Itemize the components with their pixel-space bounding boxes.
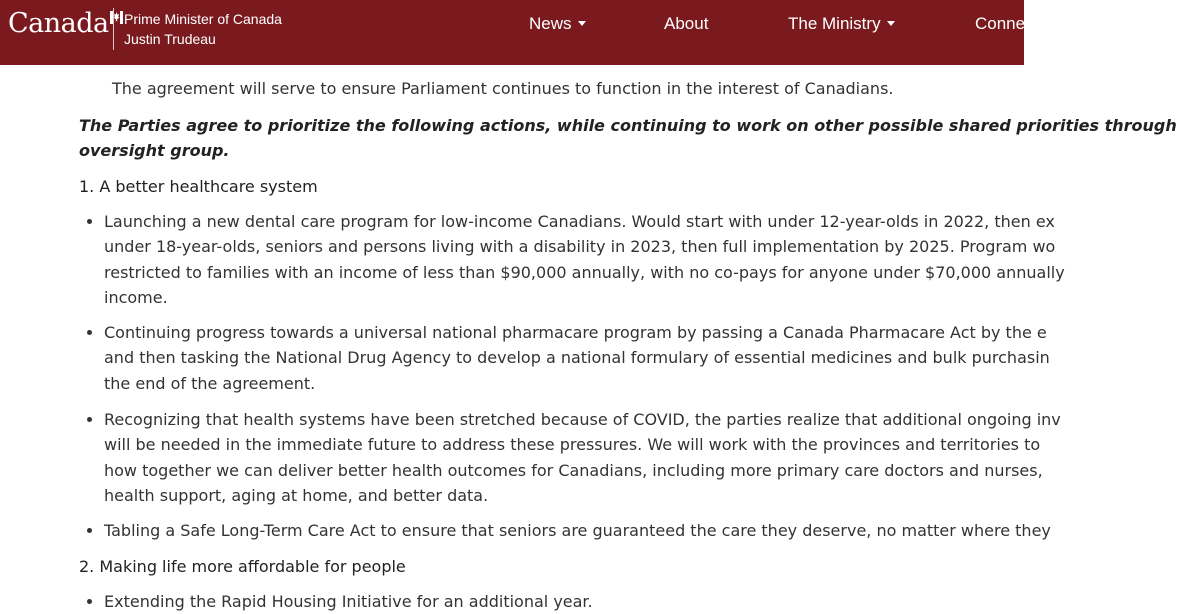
- list-item-line: health support, aging at home, and better data.: [104, 485, 489, 505]
- main-nav: [0, 0, 1024, 50]
- wordmark-text: Canada: [8, 8, 109, 39]
- nav-about[interactable]: [664, 14, 708, 34]
- list-item-line: Continuing progress towards a universal national pharmacare program by passing a Canada Pharmacare Act by the e: [104, 323, 1047, 342]
- nav-the-ministry-label: The Ministry: [788, 14, 881, 33]
- list-item-line: income.: [104, 287, 168, 307]
- site-header: [0, 0, 1024, 65]
- nav-the-ministry[interactable]: [788, 14, 895, 34]
- list-item-line: restricted to families with an income of less than $90,000 annually, with no co-pays for anyone under $70,000 annually: [104, 262, 1065, 282]
- list-item-line: Tabling a Safe Long-Term Care Act to ensure that seniors are guaranteed the care they deserve, no matter where they: [104, 521, 1051, 540]
- list-item-line: and then tasking the National Drug Agency to develop a national formulary of essential medicines and bulk purchasin: [104, 348, 1050, 368]
- nav-connect-label: Conne: [975, 14, 1026, 33]
- section-1-heading: 1. A better healthcare system: [79, 177, 318, 196]
- lead-paragraph: [79, 113, 1177, 163]
- article-content: [0, 65, 1177, 611]
- chevron-down-icon: [578, 21, 586, 26]
- nav-news[interactable]: [529, 14, 586, 34]
- intro-paragraph: The agreement will serve to ensure Parliament continues to function in the interest of Canadians.: [112, 79, 894, 98]
- list-item-line: under 18-year-olds, seniors and persons living with a disability in 2023, then full implementation by 2025. Program wo: [104, 237, 1056, 257]
- list-item: [104, 320, 1050, 396]
- office-line-1: Prime Minister of Canada: [124, 11, 282, 27]
- list-item: [104, 589, 593, 614]
- lead-line-2: oversight group.: [79, 141, 230, 160]
- list-item-line: the end of the agreement.: [104, 373, 316, 393]
- list-item: [104, 518, 1051, 543]
- list-item: [104, 407, 1061, 508]
- nav-about-label: About: [664, 14, 709, 33]
- list-item-line: will be needed in the immediate future to address these pressures. We will work with the provinces and territories to: [104, 435, 1041, 455]
- list-item-line: Extending the Rapid Housing Initiative for an additional year.: [104, 592, 593, 611]
- list-item-line: Launching a new dental care program for low-income Canadians. Would start with under 12-year-olds in 2022, then ex: [104, 212, 1055, 231]
- list-item-line: how together we can deliver better health outcomes for Canadians, including more primary care doctors and nurses,: [104, 460, 1043, 480]
- section-2-heading: 2. Making life more affordable for people: [79, 557, 406, 576]
- chevron-down-icon: [887, 21, 895, 26]
- nav-news-label: News: [529, 14, 572, 33]
- list-item: [104, 209, 1065, 310]
- lead-line-1: The Parties agree to prioritize the following actions, while continuing to work on other possible shared priorities through: [79, 116, 1177, 135]
- list-item-line: Recognizing that health systems have been stretched because of COVID, the parties realize that additional ongoing inv: [104, 410, 1061, 429]
- office-line-2: Justin Trudeau: [124, 31, 216, 47]
- nav-connect[interactable]: [975, 14, 1025, 34]
